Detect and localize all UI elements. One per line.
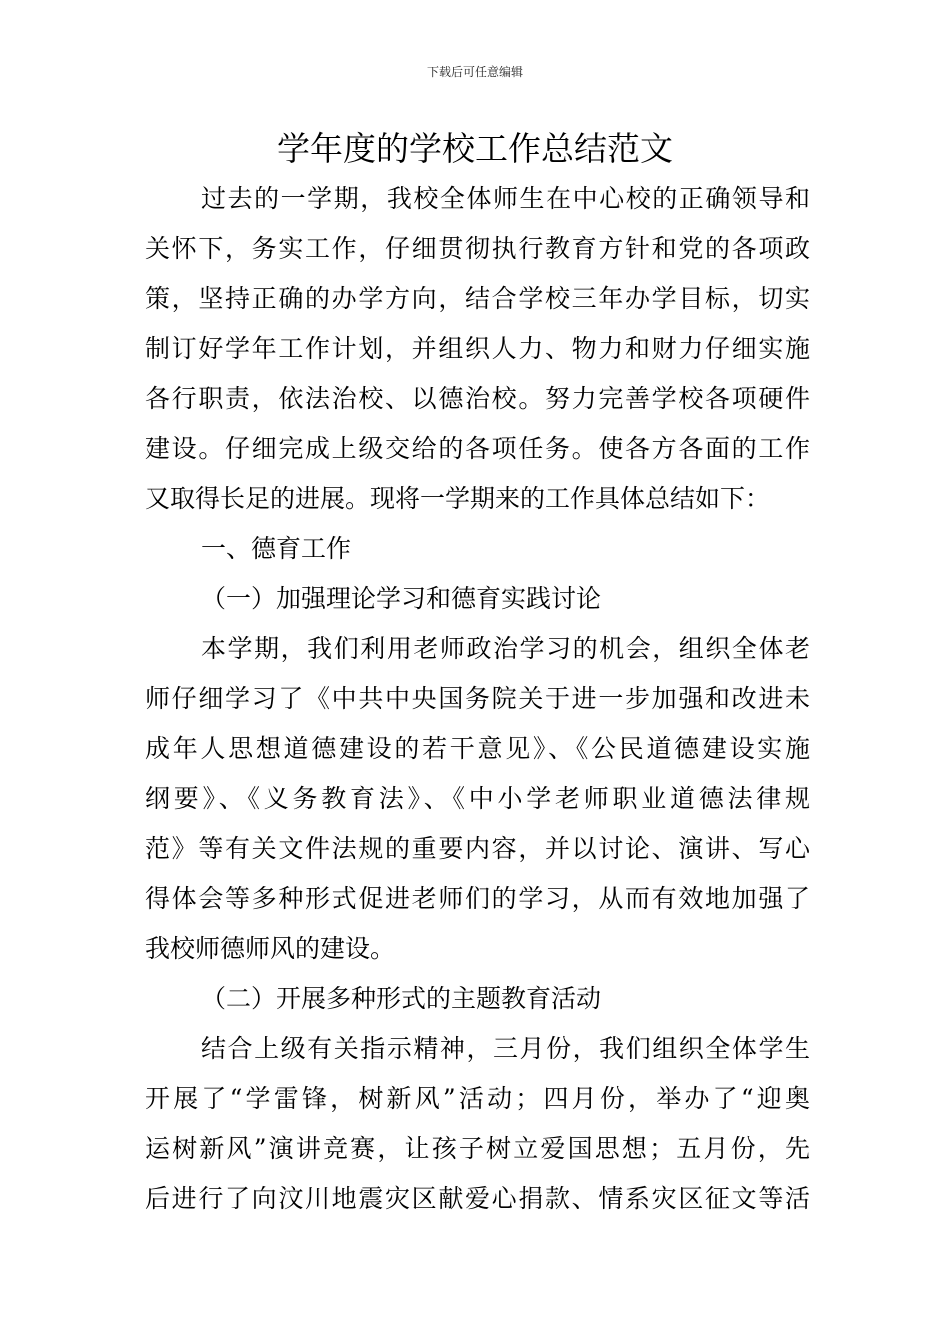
paragraph-line: 纲要》、《义务教育法》、《中小学老师职业道德法律规 — [145, 784, 810, 813]
header-note: 下载后可任意编辑 — [426, 65, 523, 79]
paragraph-line: 各行职责，依法治校、以德治校。努力完善学校各项硬件 — [145, 384, 810, 413]
paragraph-line: 关怀下，务实工作，仔细贯彻执行教育方针和党的各项政 — [145, 234, 810, 263]
paragraph-line: 开展了“学雷锋，树新风”活动；四月份，举办了“迎奥 — [145, 1084, 810, 1113]
paragraph-line: 运树新风”演讲竞赛，让孩子树立爱国思想；五月份，先 — [145, 1134, 810, 1163]
paragraph-line: 建设。仔细完成上级交给的各项任务。使各方各面的工作 — [145, 434, 810, 463]
paragraph-line: 成年人思想道德建设的若干意见》、《公民道德建设实施 — [145, 734, 810, 763]
paragraph-line: 师仔细学习了《中共中央国务院关于进一步加强和改进未 — [145, 684, 810, 713]
document-body — [145, 174, 810, 1224]
paragraph-line: 我校师德师风的建设。 — [145, 934, 396, 963]
subsection-heading: （一）加强理论学习和德育实践讨论 — [201, 584, 602, 613]
paragraph-line: 后进行了向汶川地震灾区献爱心捐款、情系灾区征文等活 — [145, 1184, 810, 1213]
paragraph-line: 策，坚持正确的办学方向，结合学校三年办学目标，切实 — [145, 284, 810, 313]
paragraph-line: 得体会等多种形式促进老师们的学习，从而有效地加强了 — [145, 884, 810, 913]
paragraph-line: 制订好学年工作计划，并组织人力、物力和财力仔细实施 — [145, 334, 810, 363]
paragraph-line: 过去的一学期，我校全体师生在中心校的正确领导和 — [201, 184, 810, 213]
paragraph-line: 范》等有关文件法规的重要内容，并以讨论、演讲、写心 — [145, 834, 810, 863]
paragraph-line: 结合上级有关指示精神，三月份，我们组织全体学生 — [201, 1034, 810, 1063]
paragraph-line: 又取得长足的进展。现将一学期来的工作具体总结如下： — [145, 484, 771, 513]
subsection-heading: （二）开展多种形式的主题教育活动 — [201, 984, 602, 1013]
document-title: 学年度的学校工作总结范文 — [277, 129, 673, 168]
section-heading: 一、德育工作 — [201, 534, 352, 563]
paragraph-line: 本学期，我们利用老师政治学习的机会，组织全体老 — [201, 634, 810, 663]
